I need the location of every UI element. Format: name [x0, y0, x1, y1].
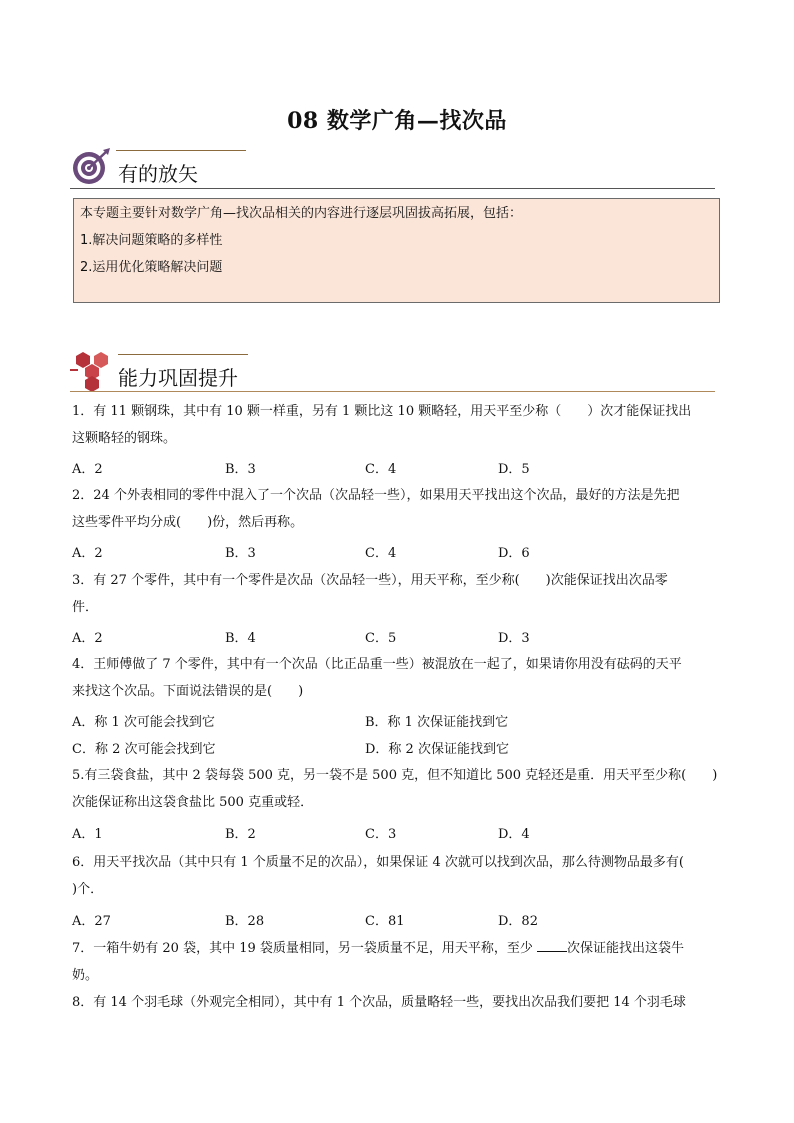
question-3-line: 3．有 27 个零件，其中有一个零件是次品（次品轻一些），用天平称，至少称( )次能保证找出次品零 [72, 573, 668, 588]
intro-line: 2.运用优化策略解决问题 [80, 260, 223, 275]
option-d: D．6 [498, 546, 530, 561]
question-6-line: 6．用天平找次品（其中只有 1 个质量不足的次品），如果保证 4 次就可以找到次品，那么待测物品最多有( [72, 855, 684, 870]
header-top-rule [116, 150, 246, 151]
option-d: D．5 [498, 462, 530, 477]
question-3-line: 件． [72, 600, 99, 615]
answer-blank[interactable] [537, 939, 567, 952]
option-c: C．3 [365, 827, 397, 842]
option-b: B．28 [225, 914, 265, 929]
target-icon [70, 146, 112, 188]
question-4-line: 4．王师傅做了 7 个零件，其中有一个次品（比正品重一些）被混放在一起了，如果请你用没有砝码的天平 [72, 657, 682, 672]
question-7-text: 7．一箱牛奶有 20 袋，其中 19 袋质量相同，另一袋质量不足，用天平称，至少 [72, 941, 538, 956]
question-7-text: 次保证能找出这袋牛 [567, 941, 685, 956]
header-bottom-rule [70, 188, 715, 189]
intro-line: 本专题主要针对数学广角—找次品相关的内容进行逐层巩固拔高拓展，包括： [80, 206, 523, 221]
option-b: B．3 [225, 462, 256, 477]
option-d: D．3 [498, 631, 530, 646]
section-header-practice [70, 350, 715, 396]
option-c: C．4 [365, 462, 397, 477]
page-title: 08 数学广角—找次品 [287, 108, 507, 134]
question-2-line: 这些零件平均分成( )份，然后再称。 [72, 515, 304, 530]
header-top-rule [118, 354, 248, 355]
question-1-line: 1．有 11 颗钢珠，其中有 10 颗一样重，另有 1 颗比这 10 颗略轻，用天平至少称（ ）次才能保证找出 [72, 404, 692, 419]
option-d: D．4 [498, 827, 530, 842]
option-c: C．4 [365, 546, 397, 561]
section-title: 能力巩固提升 [118, 366, 238, 390]
option-d: D．称 2 次保证能找到它 [365, 742, 509, 757]
intro-line: 1.解决问题策略的多样性 [80, 233, 223, 248]
question-5-line: 5.有三袋食盐，其中 2 袋每袋 500 克，另一袋不是 500 克，但不知道比 500 克轻还是重．用天平至少称( ) [72, 768, 718, 783]
option-b: B．2 [225, 827, 256, 842]
section-title: 有的放矢 [118, 162, 198, 186]
section-header-objectives [70, 146, 715, 192]
option-b: B．3 [225, 546, 256, 561]
option-b: B．称 1 次保证能找到它 [365, 715, 509, 730]
intro-box [73, 198, 720, 303]
option-a: A．2 [72, 631, 103, 646]
option-c: C．81 [365, 914, 405, 929]
question-6-line: )个． [72, 882, 104, 897]
header-bottom-rule [70, 391, 715, 392]
option-a: A．27 [72, 914, 111, 929]
option-a: A．称 1 次可能会找到它 [72, 715, 215, 730]
option-a: A．2 [72, 546, 103, 561]
question-2-line: 2．24 个外表相同的零件中混入了一个次品（次品轻一些），如果用天平找出这个次品，最好的方法是先把 [72, 488, 680, 503]
question-7-line: 奶。 [72, 968, 99, 983]
option-c: C．5 [365, 631, 397, 646]
option-a: A．1 [72, 827, 103, 842]
question-5-line: 次能保证称出这袋食盐比 500 克重或轻． [72, 795, 314, 810]
option-d: D．82 [498, 914, 538, 929]
question-8-line: 8．有 14 个羽毛球（外观完全相同），其中有 1 个次品，质量略轻一些，要找出次品我们要把 14 个羽毛球 [72, 995, 686, 1010]
hexagon-cluster-icon [70, 350, 112, 392]
question-1-line: 这颗略轻的钢珠。 [72, 431, 177, 446]
option-b: B．4 [225, 631, 256, 646]
option-a: A．2 [72, 462, 103, 477]
question-4-line: 来找这个次品。下面说法错误的是( ) [72, 684, 304, 699]
option-c: C．称 2 次可能会找到它 [72, 742, 216, 757]
question-7-line [72, 935, 722, 962]
